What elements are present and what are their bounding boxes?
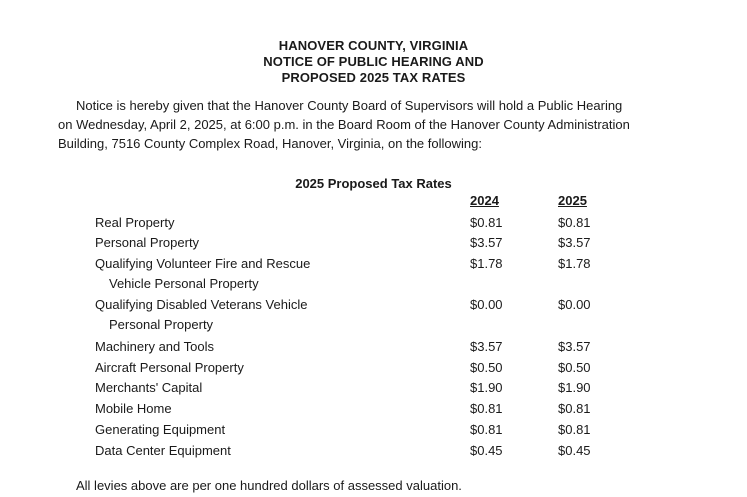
rate-2025: $3.57	[558, 235, 591, 250]
row-label: Generating Equipment	[95, 422, 226, 437]
rate-2024: $0.81	[470, 422, 503, 437]
rate-2025: $1.90	[558, 380, 591, 395]
rate-2025: $0.81	[558, 215, 591, 230]
intro-line: Notice is hereby given that the Hanover County Board of Supervisors will hold a Public Hearing	[76, 98, 623, 113]
row-label: Mobile Home	[95, 401, 172, 416]
row-label: Aircraft Personal Property	[95, 360, 244, 375]
column-header-2025: 2025	[558, 193, 587, 208]
rate-2024: $0.45	[470, 443, 503, 458]
column-header-2024: 2024	[470, 193, 499, 208]
intro-paragraph	[58, 96, 708, 153]
row-label	[95, 297, 307, 333]
intro-line: Building, 7516 County Complex Road, Hanover, Virginia, on the following:	[58, 136, 482, 151]
rate-2024: $0.81	[470, 215, 503, 230]
rate-2025: $0.81	[558, 401, 591, 416]
row-label-line2: Vehicle Personal Property	[109, 276, 259, 291]
row-label: Real Property	[95, 215, 175, 230]
rate-2025: $0.45	[558, 443, 591, 458]
tax-table-title: 2025 Proposed Tax Rates	[295, 176, 452, 191]
rate-2024: $1.90	[470, 380, 503, 395]
rate-2025: $0.50	[558, 360, 591, 375]
levy-footnote: All levies above are per one hundred dollars of assessed valuation.	[76, 478, 462, 493]
rate-2025: $3.57	[558, 339, 591, 354]
rate-2025: $0.81	[558, 422, 591, 437]
rate-2024: $3.57	[470, 339, 503, 354]
rate-2025: $1.78	[558, 256, 591, 271]
row-label-line2: Personal Property	[109, 317, 214, 332]
row-label-line1: Qualifying Disabled Veterans Vehicle	[95, 297, 308, 312]
row-label: Machinery and Tools	[95, 339, 214, 354]
rate-2024: $1.78	[470, 256, 503, 271]
row-label: Merchants' Capital	[95, 380, 203, 395]
notice-heading-hearing: NOTICE OF PUBLIC HEARING AND	[263, 54, 484, 69]
intro-line: on Wednesday, April 2, 2025, at 6:00 p.m. in the Board Room of the Hanover County Administration	[58, 117, 630, 132]
rate-2024: $3.57	[470, 235, 503, 250]
rate-2024: $0.00	[470, 297, 503, 312]
notice-heading-county: HANOVER COUNTY, VIRGINIA	[278, 38, 469, 53]
rate-2024: $0.81	[470, 401, 503, 416]
row-label-line1: Qualifying Volunteer Fire and Rescue	[95, 256, 311, 271]
row-label: Data Center Equipment	[95, 443, 231, 458]
notice-heading-rates: PROPOSED 2025 TAX RATES	[281, 70, 466, 85]
rate-2025: $0.00	[558, 297, 591, 312]
row-label	[95, 256, 310, 292]
row-label: Personal Property	[95, 235, 200, 250]
rate-2024: $0.50	[470, 360, 503, 375]
